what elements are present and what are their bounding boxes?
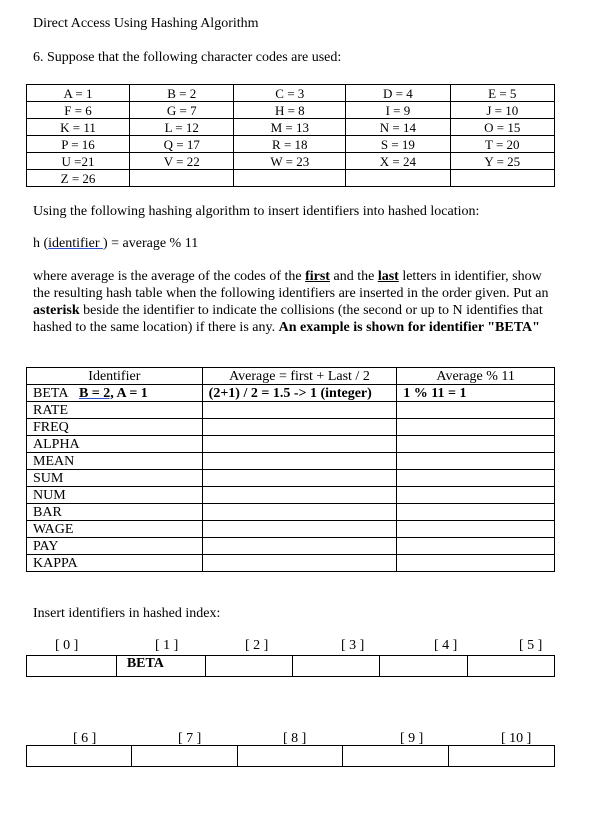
hash-slot-9[interactable] [343,746,449,767]
hash-work-table [26,367,555,572]
identifier-cell: SUM [27,470,203,487]
instructions-first: first [305,269,330,284]
identifier-row [27,470,555,487]
code-cell: O = 15 [450,119,554,136]
code-cell: J = 10 [450,102,554,119]
slot-index-8: [ 8 ] [283,731,307,746]
code-cell: K = 11 [27,119,130,136]
mod-cell[interactable] [397,487,555,504]
example-mod: 1 % 11 = 1 [397,385,555,402]
question-text: 6. Suppose that the following character codes are used: [33,50,342,65]
code-cell: I = 9 [346,102,450,119]
slot-index-6: [ 6 ] [73,731,97,746]
intro-text: Using the following hashing algorithm to insert identifiers into hashed location: [33,204,480,219]
identifier-cell: KAPPA [27,555,203,572]
average-cell[interactable] [202,453,397,470]
example-row [27,385,555,402]
instructions-paragraph [33,268,553,336]
hash-slot-2[interactable] [205,656,292,677]
hash-table-top [26,655,555,677]
slot-index-4: [ 4 ] [434,638,458,653]
code-cell [234,170,346,187]
mod-cell[interactable] [397,504,555,521]
average-cell[interactable] [202,419,397,436]
code-cell: L = 12 [130,119,234,136]
code-cell: X = 24 [346,153,450,170]
example-average: (2+1) / 2 = 1.5 -> 1 (integer) [202,385,397,402]
code-cell [130,170,234,187]
identifier-row [27,419,555,436]
identifier-cell: FREQ [27,419,203,436]
mod-cell[interactable] [397,555,555,572]
hash-slot-7[interactable] [131,746,237,767]
code-cell: E = 5 [450,85,554,102]
instructions-text-3: letters in identifier, show the resulting hash table when the following identifiers are inserted in the order given. Put an [33,269,549,301]
mod-cell[interactable] [397,436,555,453]
slot-index-1: [ 1 ] [155,638,179,653]
formula-prefix: h ( [33,236,49,251]
example-code-a: A = 1 [113,385,148,401]
code-cell: M = 13 [234,119,346,136]
identifier-row [27,487,555,504]
hash-slot-1[interactable]: BETA [116,656,205,677]
identifier-cell: NUM [27,487,203,504]
identifier-row [27,436,555,453]
identifier-row [27,453,555,470]
mod-cell[interactable] [397,521,555,538]
instructions-asterisk: asterisk [33,303,80,318]
code-row [27,102,555,119]
work-table-header [27,368,555,385]
identifier-row [27,538,555,555]
code-cell [346,170,450,187]
instructions-text-1: where average is the average of the codes of the [33,269,306,284]
mod-cell[interactable] [397,538,555,555]
code-row [27,136,555,153]
identifier-cell: WAGE [27,521,203,538]
formula-argument: identifier [48,236,103,251]
identifier-row [27,402,555,419]
code-cell: U =21 [27,153,130,170]
mod-cell[interactable] [397,402,555,419]
instructions-last: last [377,269,399,284]
average-cell[interactable] [202,487,397,504]
example-identifier: BETA [33,385,69,401]
mod-cell[interactable] [397,453,555,470]
mod-cell[interactable] [397,419,555,436]
identifier-cell: MEAN [27,453,203,470]
code-cell: H = 8 [234,102,346,119]
identifier-row [27,555,555,572]
slot-index-3: [ 3 ] [341,638,365,653]
hash-slot-5[interactable] [468,656,555,677]
code-row [27,85,555,102]
code-row [27,119,555,136]
code-cell: S = 19 [346,136,450,153]
average-cell[interactable] [202,436,397,453]
slot-index-0: [ 0 ] [55,638,79,653]
average-cell[interactable] [202,470,397,487]
hash-table-bottom [26,745,555,767]
average-cell[interactable] [202,555,397,572]
instructions-text-4: beside the identifier to indicate the collisions (the second or up to N identifies that hashed to the same location) if there is any. [33,303,543,335]
code-cell: G = 7 [130,102,234,119]
hash-slot-10[interactable] [449,746,555,767]
slot-index-7: [ 7 ] [178,731,202,746]
code-cell: Q = 17 [130,136,234,153]
instructions-example: An example is shown for identifier "BETA" [278,320,540,335]
instructions-text-2: and the [329,269,378,284]
code-cell: V = 22 [130,153,234,170]
example-identifier-cell [27,385,203,402]
formula-suffix: ) = average % 11 [102,236,199,251]
header-identifier: Identifier [27,368,203,385]
code-row [27,170,555,187]
insert-label: Insert identifiers in hashed index: [33,606,221,621]
example-code-b: B = 2, [78,385,114,401]
slot-index-9: [ 9 ] [400,731,424,746]
mod-cell[interactable] [397,470,555,487]
code-cell: D = 4 [346,85,450,102]
identifier-cell: ALPHA [27,436,203,453]
header-mod: Average % 11 [397,368,555,385]
identifier-row [27,504,555,521]
code-cell: A = 1 [27,85,130,102]
identifier-cell: RATE [27,402,203,419]
code-cell: P = 16 [27,136,130,153]
slot-index-5: [ 5 ] [519,638,543,653]
code-cell: N = 14 [346,119,450,136]
header-average: Average = first + Last / 2 [202,368,397,385]
hash-slot-8[interactable] [237,746,343,767]
identifier-cell: BAR [27,504,203,521]
hash-formula [33,236,198,252]
code-cell: Y = 25 [450,153,554,170]
hash-slot-0[interactable] [27,656,117,677]
hash-slot-6[interactable] [27,746,132,767]
code-cell: F = 6 [27,102,130,119]
slot-index-10: [ 10 ] [501,731,532,746]
hash-slot-4[interactable] [380,656,468,677]
slot-index-2: [ 2 ] [245,638,269,653]
identifier-row [27,521,555,538]
hash-slot-3[interactable] [292,656,380,677]
page-heading: Direct Access Using Hashing Algorithm [33,16,259,31]
code-cell: R = 18 [234,136,346,153]
character-code-table [26,84,555,187]
average-cell[interactable] [202,521,397,538]
code-cell: T = 20 [450,136,554,153]
average-cell[interactable] [202,402,397,419]
code-cell [450,170,554,187]
code-cell: Z = 26 [27,170,130,187]
code-cell: C = 3 [234,85,346,102]
code-cell: W = 23 [234,153,346,170]
average-cell[interactable] [202,538,397,555]
code-cell: B = 2 [130,85,234,102]
identifier-cell: PAY [27,538,203,555]
average-cell[interactable] [202,504,397,521]
code-row [27,153,555,170]
